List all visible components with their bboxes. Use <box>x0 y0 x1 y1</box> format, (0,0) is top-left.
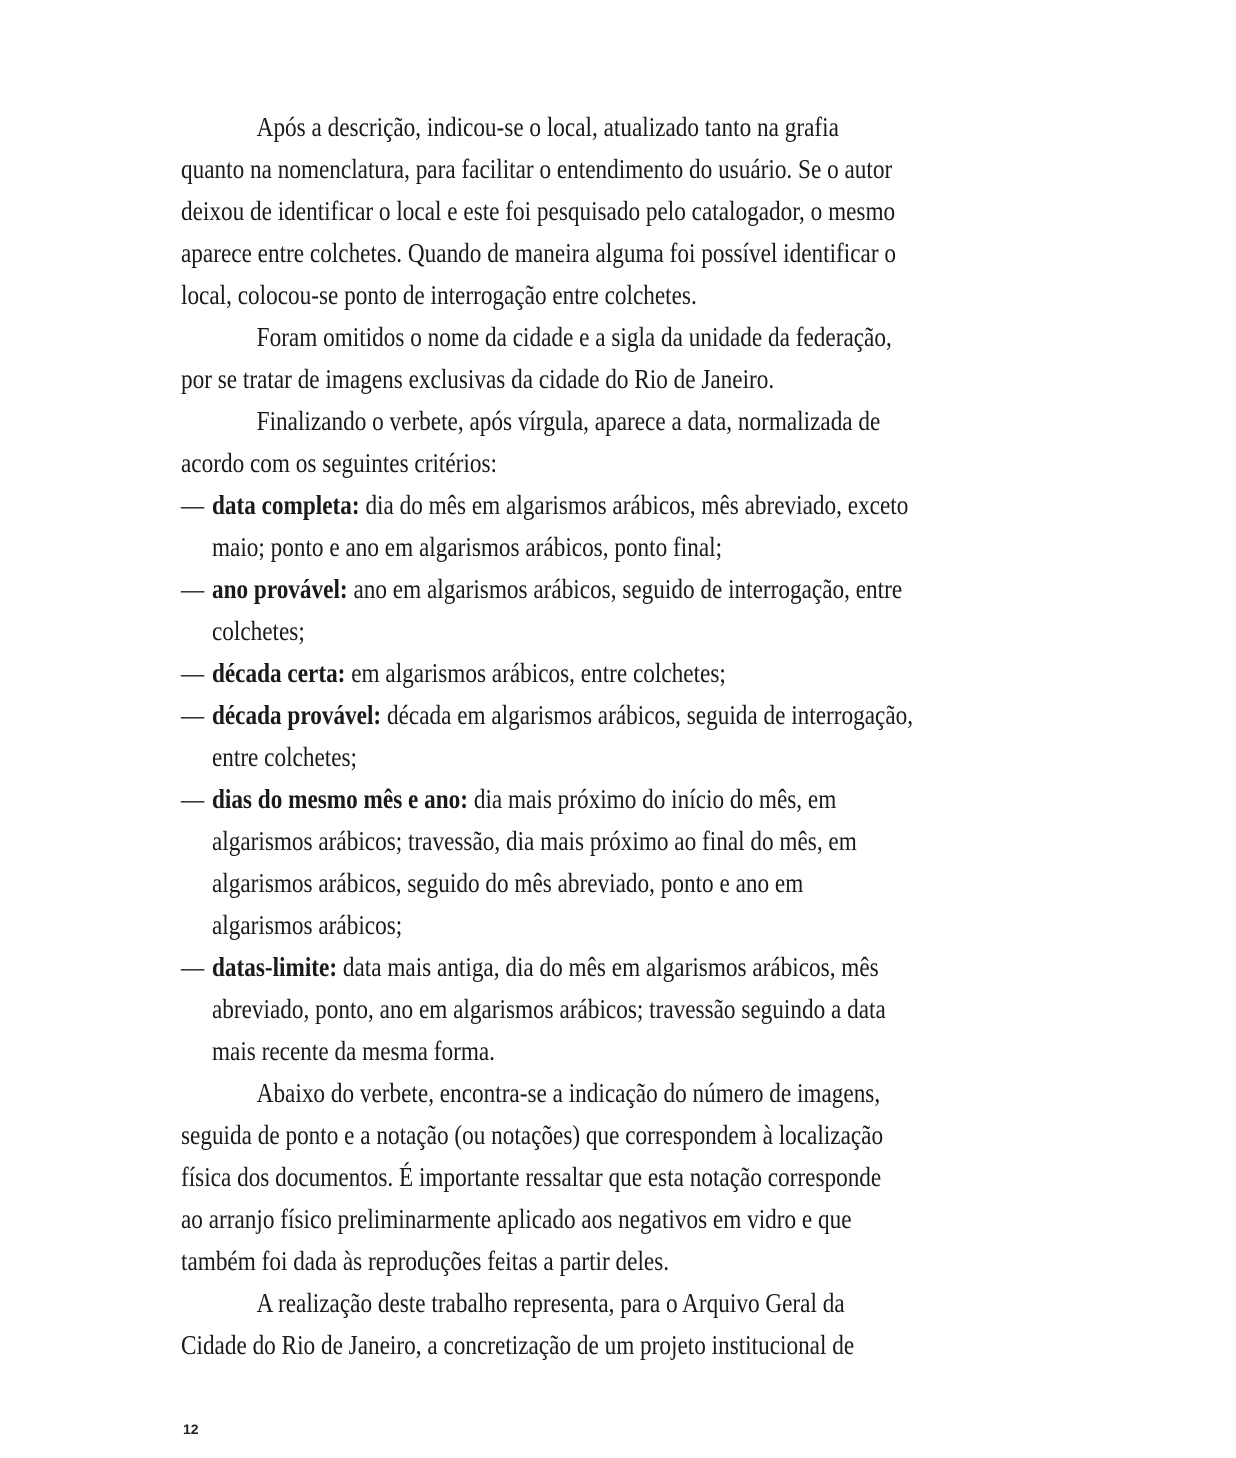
criteria-text: algarismos arábicos, seguido do mês abreviado, ponto e ano em <box>211 868 804 898</box>
dash-bullet: — <box>181 952 205 982</box>
criteria-text: década em algarismos arábicos, seguida de interrogação, <box>381 700 914 730</box>
text-line: A realização deste trabalho representa, para o Arquivo Geral da <box>256 1288 845 1318</box>
text-line: Abaixo do verbete, encontra-se a indicação do número de imagens, <box>256 1078 881 1108</box>
criteria-text: abreviado, ponto, ano em algarismos arábicos; travessão seguindo a data <box>211 994 886 1024</box>
criteria-term: data completa: <box>211 490 360 520</box>
dash-bullet: — <box>181 574 205 604</box>
text-line: acordo com os seguintes critérios: <box>181 448 497 478</box>
criteria-text: entre colchetes; <box>211 742 358 772</box>
criteria-text: em algarismos arábicos, entre colchetes; <box>345 658 726 688</box>
criteria-item <box>181 946 941 1072</box>
criteria-text: mais recente da mesma forma. <box>211 1036 495 1066</box>
criteria-text: maio; ponto e ano em algarismos arábicos, ponto final; <box>211 532 723 562</box>
dash-bullet: — <box>181 784 205 814</box>
paragraph-omitted <box>181 316 941 400</box>
paragraph-date-intro <box>181 400 941 484</box>
dash-bullet: — <box>181 658 205 688</box>
text-line: aparece entre colchetes. Quando de maneira alguma foi possível identificar o <box>181 238 896 268</box>
criteria-text: data mais antiga, dia do mês em algarismos arábicos, mês <box>337 952 879 982</box>
criteria-text: dia do mês em algarismos arábicos, mês abreviado, exceto <box>359 490 909 520</box>
criteria-term: datas-limite: <box>211 952 338 982</box>
text-line: ao arranjo físico preliminarmente aplicado aos negativos em vidro e que <box>181 1204 852 1234</box>
criteria-term: década certa: <box>211 658 346 688</box>
body-text <box>181 106 941 1366</box>
criteria-text: algarismos arábicos; <box>211 910 403 940</box>
text-line: quanto na nomenclatura, para facilitar o entendimento do usuário. Se o autor <box>181 154 893 184</box>
criteria-item <box>181 652 941 694</box>
criteria-item <box>181 568 941 652</box>
criteria-item <box>181 484 941 568</box>
criteria-item <box>181 694 941 778</box>
criteria-term: década provável: <box>211 700 382 730</box>
dash-bullet: — <box>181 490 205 520</box>
criteria-item <box>181 778 941 946</box>
text-line: seguida de ponto e a notação (ou notações) que correspondem à localização <box>181 1120 884 1150</box>
page-number: 12 <box>183 1421 199 1437</box>
criteria-list <box>181 484 941 1072</box>
criteria-text: algarismos arábicos; travessão, dia mais próximo ao final do mês, em <box>211 826 857 856</box>
criteria-text: ano em algarismos arábicos, seguido de interrogação, entre <box>347 574 903 604</box>
text-line: Cidade do Rio de Janeiro, a concretização de um projeto institucional de <box>181 1330 855 1360</box>
text-line: deixou de identificar o local e este foi pesquisado pelo catalogador, o mesmo <box>181 196 896 226</box>
criteria-term: ano provável: <box>211 574 348 604</box>
criteria-text: colchetes; <box>211 616 305 646</box>
criteria-term: dias do mesmo mês e ano: <box>211 784 469 814</box>
text-line: por se tratar de imagens exclusivas da cidade do Rio de Janeiro. <box>181 364 775 394</box>
dash-bullet: — <box>181 700 205 730</box>
criteria-text: dia mais próximo do início do mês, em <box>468 784 837 814</box>
text-line: física dos documentos. É importante ressaltar que esta notação corresponde <box>181 1162 882 1192</box>
paragraph-conclusion <box>181 1282 941 1366</box>
text-line: Finalizando o verbete, após vírgula, aparece a data, normalizada de <box>256 406 881 436</box>
text-line: Foram omitidos o nome da cidade e a sigla da unidade da federação, <box>256 322 892 352</box>
paragraph-notation <box>181 1072 941 1282</box>
paragraph-location <box>181 106 941 316</box>
text-line: Após a descrição, indicou-se o local, atualizado tanto na grafia <box>256 112 839 142</box>
text-line: local, colocou-se ponto de interrogação entre colchetes. <box>181 280 697 310</box>
text-line: também foi dada às reproduções feitas a partir deles. <box>181 1246 670 1276</box>
